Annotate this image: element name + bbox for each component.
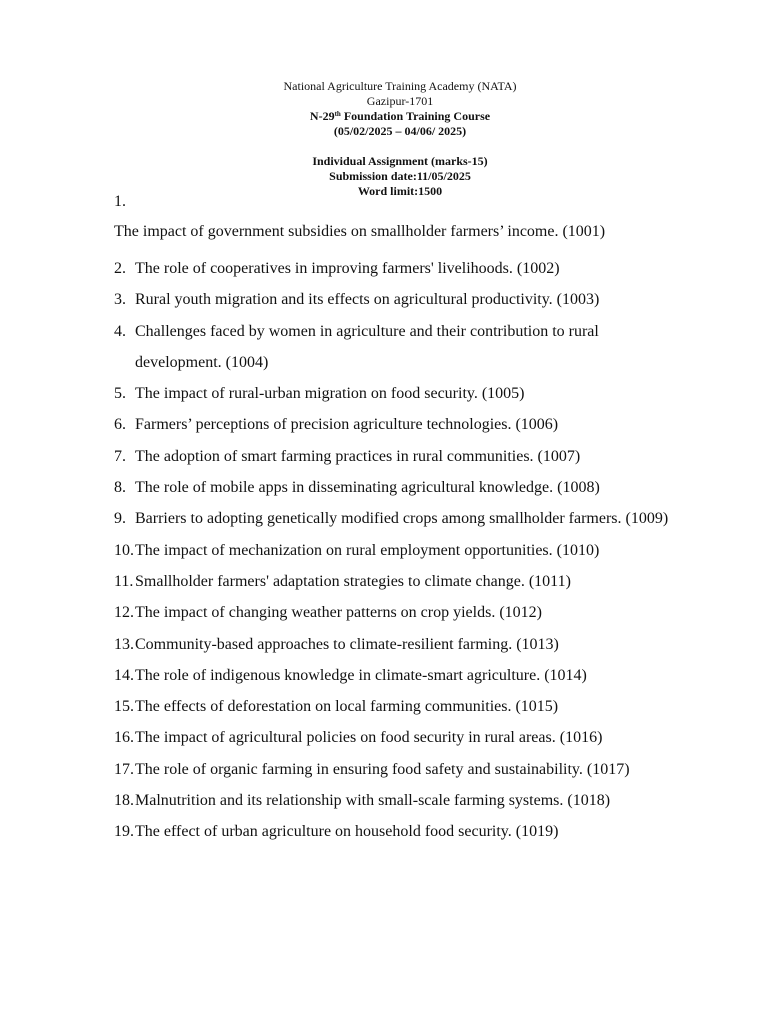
list-item [114,785,684,816]
list-item [114,503,684,534]
submission-date: Submission date:11/05/2025 [329,169,471,183]
list-item-text: The impact of changing weather patterns on crop yields. (1012) [135,604,542,622]
list-item-number: 6. [114,416,126,434]
assignment-title: Individual Assignment (marks-15) [312,154,488,168]
course-title [0,109,768,124]
institution-name: National Agriculture Training Academy (NATA) [283,79,517,93]
document-header [0,79,768,199]
list-item [114,816,684,847]
list-item-number: 17. [114,760,134,778]
list-item-number: 7. [114,447,126,465]
list-item [114,754,684,785]
list-item-text: The role of organic farming in ensuring food safety and sustainability. (1017) [135,760,630,778]
list-item-text: The adoption of smart farming practices in rural communities. (1007) [135,447,581,465]
list-item-text: Barriers to adopting genetically modified crops among smallholder farmers. (1009) [135,510,669,528]
course-suffix: Foundation Training Course [340,109,491,123]
list-item-text: Rural youth migration and its effects on agricultural productivity. (1003) [135,291,600,309]
list-item [114,378,684,409]
list-item-text: Community-based approaches to climate-resilient farming. (1013) [135,635,559,653]
list-item-number: 11. [114,572,134,590]
list-item-number: 8. [114,479,126,497]
list-item-text: The role of mobile apps in disseminating agricultural knowledge. (1008) [135,479,600,497]
institution-location: Gazipur-1701 [366,94,434,108]
list-item-number: 16. [114,729,134,747]
list-item-number: 13. [114,635,134,653]
list-item [114,253,684,284]
list-item-number: 10. [114,541,134,559]
list-item-text: Smallholder farmers' adaptation strategies to climate change. (1011) [135,572,571,590]
list-item-text: The impact of rural-urban migration on food security. (1005) [135,385,525,403]
list-item-text: The effect of urban agriculture on household food security. (1019) [135,823,559,841]
word-limit: Word limit:1500 [357,184,443,198]
course-prefix: N-29 [309,109,335,123]
list-item-text: Challenges faced by women in agriculture and their contribution to rural development. (1004) [135,322,599,371]
list-item-number: 19. [114,823,134,841]
list-item-number: 9. [114,510,126,528]
list-item-text: The impact of agricultural policies on food security in rural areas. (1016) [135,729,603,747]
list-item-number-1: 1. [114,193,126,210]
header-spacer [0,139,768,154]
list-item-text: The role of indigenous knowledge in climate-smart agriculture. (1014) [135,666,587,684]
list-item [114,722,684,753]
list-item [114,566,684,597]
list-item-text-1: The impact of government subsidies on smallholder farmers’ income. (1001) [114,223,606,240]
list-item [114,597,684,628]
list-item-number: 12. [114,604,134,622]
list-item-number: 18. [114,792,134,810]
list-item [114,691,684,722]
list-item-number: 3. [114,291,126,309]
list-item-text: The impact of mechanization on rural employment opportunities. (1010) [135,541,600,559]
list-item-number: 5. [114,385,126,403]
list-item [114,316,684,379]
list-item-number: 4. [114,322,126,340]
list-item [114,441,684,472]
list-item-text: Farmers’ perceptions of precision agriculture technologies. (1006) [135,416,559,434]
list-item [114,409,684,440]
list-item-number: 14. [114,666,134,684]
list-item [114,629,684,660]
course-superscript: th [334,110,341,118]
list-item-number: 2. [114,260,126,277]
course-dates: (05/02/2025 – 04/06/ 2025) [333,124,467,138]
list-item-number: 15. [114,698,134,716]
list-item-text: Malnutrition and its relationship with small-scale farming systems. (1018) [135,792,611,810]
topic-list [114,253,684,848]
list-item [114,284,684,315]
list-item-text: The effects of deforestation on local farming communities. (1015) [135,698,559,716]
list-item [114,472,684,503]
list-item [114,660,684,691]
list-item-text: The role of cooperatives in improving farmers' livelihoods. (1002) [135,260,560,277]
list-item [114,535,684,566]
